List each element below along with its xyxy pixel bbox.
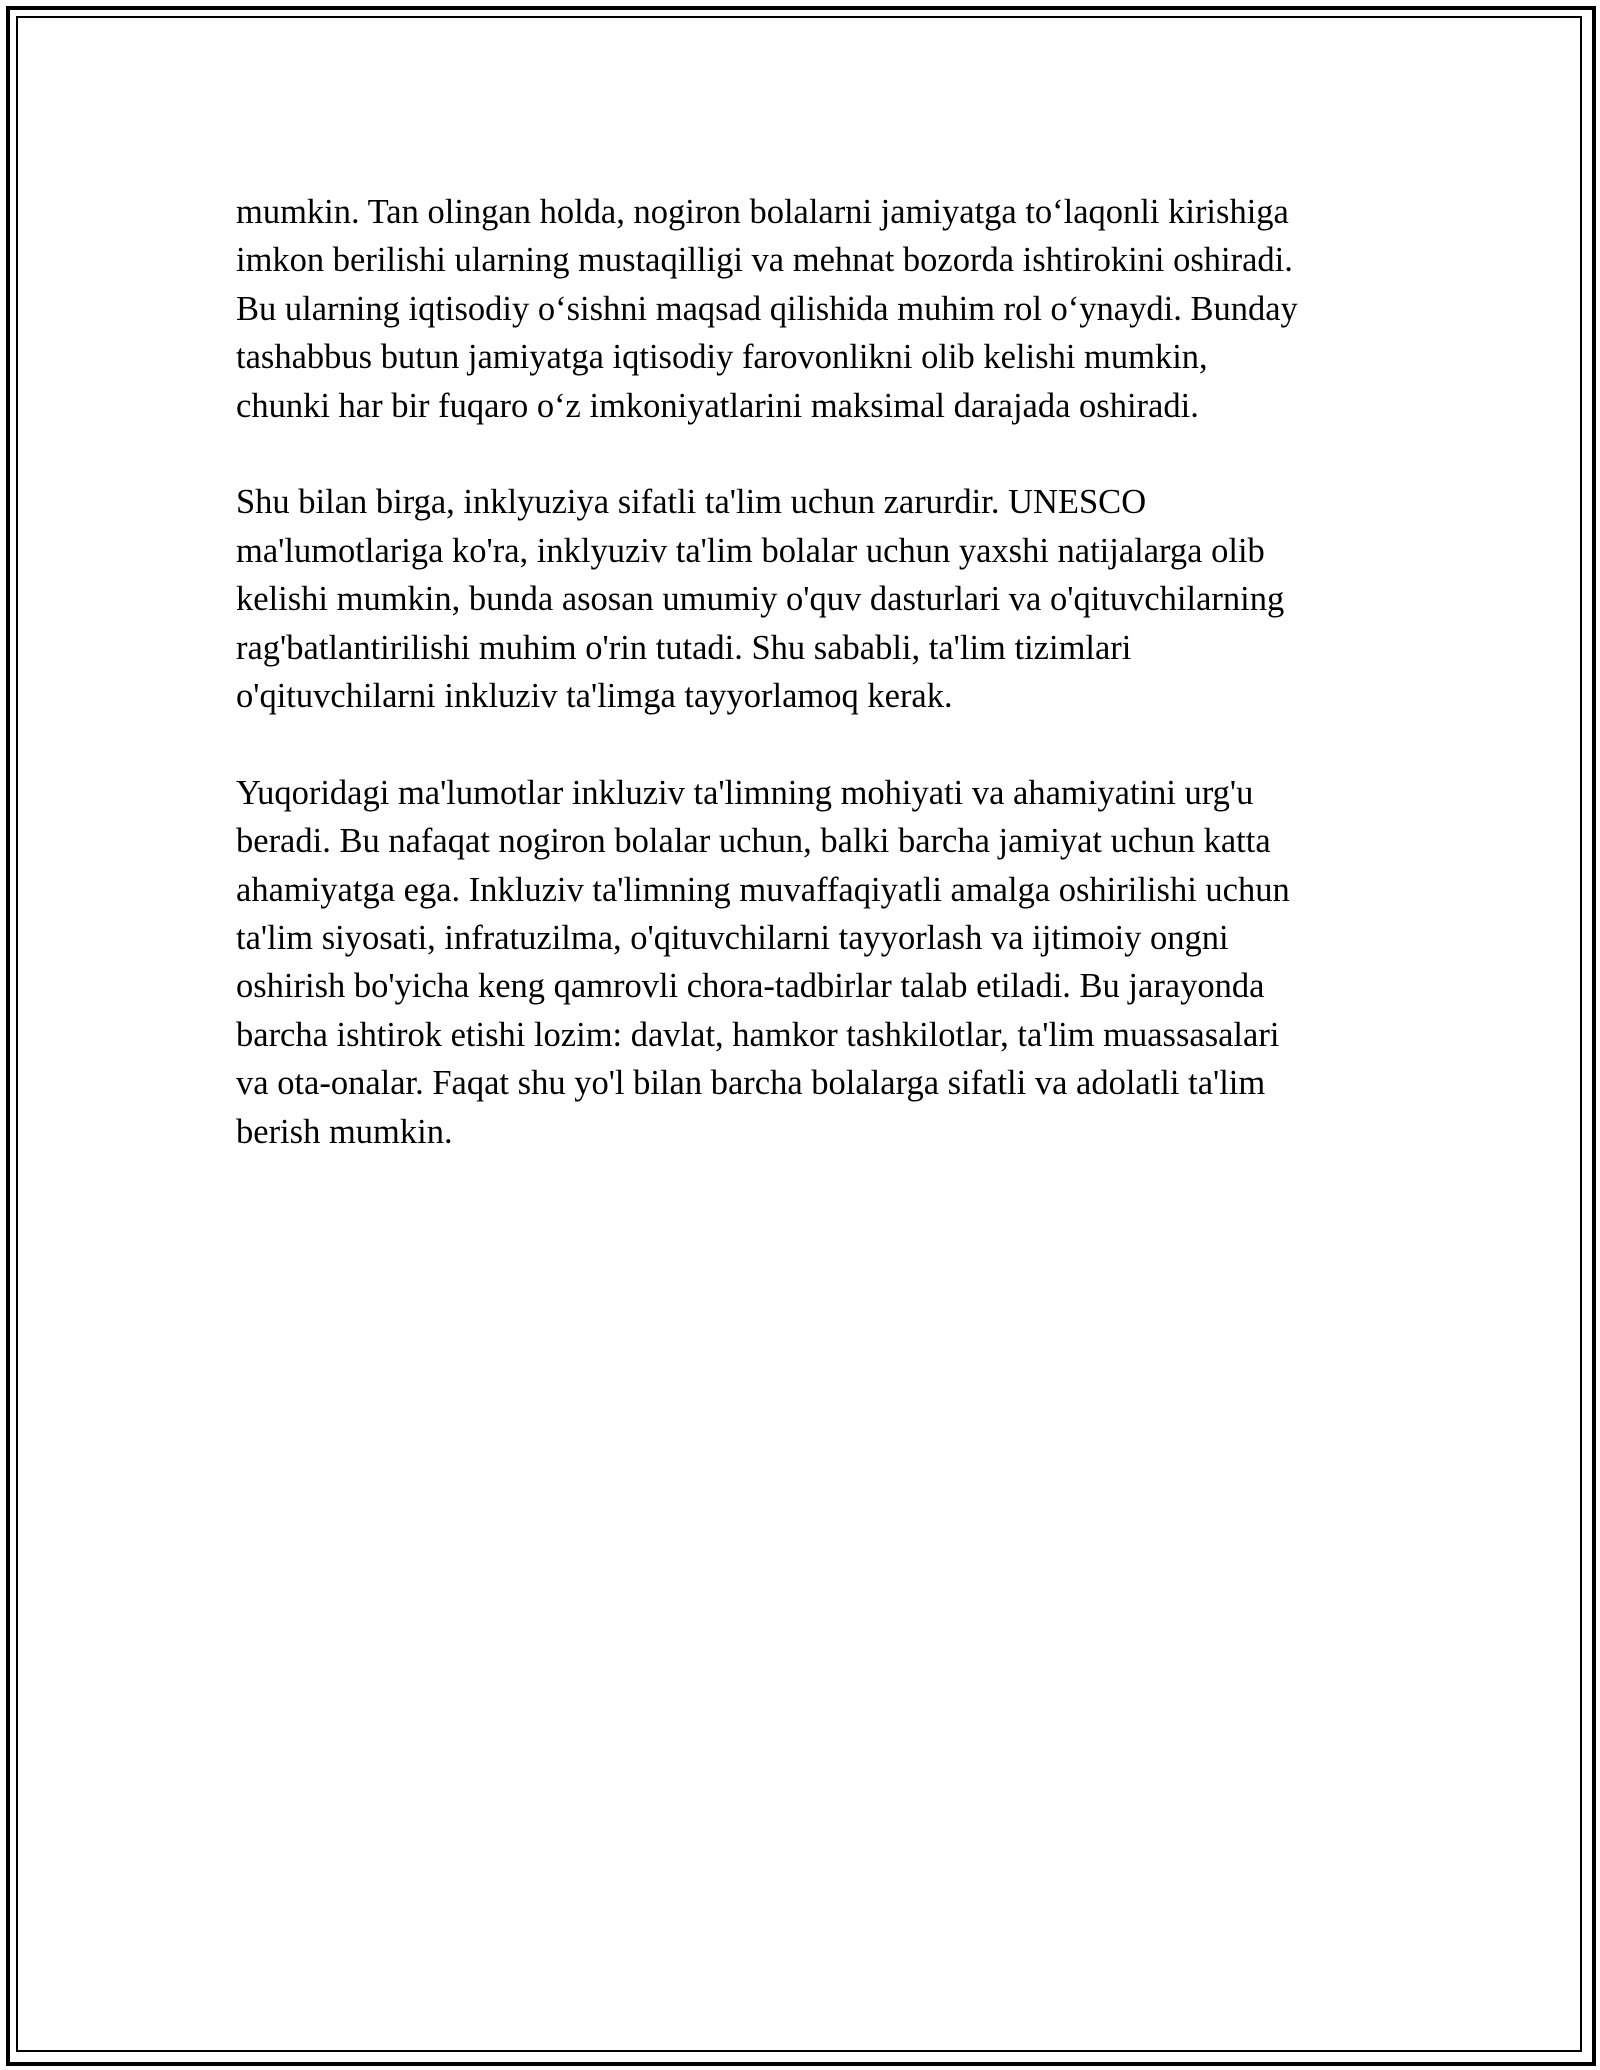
- text-line: berish mumkin.: [236, 1112, 453, 1151]
- paragraph-3: [236, 769, 1386, 1156]
- text-line: Bu ularning iqtisodiy o‘sishni maqsad qilishida muhim rol o‘ynaydi. Bunday: [236, 289, 1298, 328]
- text-line: rag'batlantirilishi muhim o'rin tutadi. Shu sababli, ta'lim tizimlari: [236, 628, 1132, 667]
- text-line: mumkin. Tan olingan holda, nogiron bolalarni jamiyatga to‘laqonli kirishiga: [236, 193, 1289, 231]
- text-line: imkon berilishi ularning mustaqilligi va mehnat bozorda ishtirokini oshiradi.: [236, 241, 1293, 280]
- text-line: tashabbus butun jamiyatga iqtisodiy farovonlikni olib kelishi mumkin,: [236, 338, 1208, 377]
- document-body: [236, 188, 1386, 1204]
- paragraph-2: [236, 478, 1386, 720]
- text-line: kelishi mumkin, bunda asosan umumiy o'quv dasturlari va o'qituvchilarning: [236, 580, 1285, 619]
- text-line: Shu bilan birga, inklyuziya sifatli ta'lim uchun zarurdir. UNESCO: [236, 483, 1147, 522]
- text-line: ma'lumotlariga ko'ra, inklyuziv ta'lim bolalar uchun yaxshi natijalarga olib: [236, 531, 1265, 570]
- text-line: chunki har bir fuqaro o‘z imkoniyatlarini maksimal darajada oshiradi.: [236, 386, 1199, 425]
- paragraph-1: [236, 188, 1386, 430]
- text-line: va ota-onalar. Faqat shu yo'l bilan barcha bolalarga sifatli va adolatli ta'lim: [236, 1064, 1266, 1103]
- text-line: beradi. Bu nafaqat nogiron bolalar uchun, balki barcha jamiyat uchun katta: [236, 822, 1271, 861]
- text-line: ta'lim siyosati, infratuzilma, o'qituvchilarni tayyorlash va ijtimoiy ongni: [236, 919, 1229, 958]
- text-line: ahamiyatga ega. Inkluziv ta'limning muvaffaqiyatli amalga oshirilishi uchun: [236, 870, 1290, 909]
- text-line: oshirish bo'yicha keng qamrovli chora-tadbirlar talab etiladi. Bu jarayonda: [236, 967, 1265, 1006]
- text-line: Yuqoridagi ma'lumotlar inkluziv ta'limning mohiyati va ahamiyatini urg'u: [236, 773, 1254, 812]
- text-line: barcha ishtirok etishi lozim: davlat, hamkor tashkilotlar, ta'lim muassasalari: [236, 1015, 1280, 1054]
- text-line: o'qituvchilarni inkluziv ta'limga tayyorlamoq kerak.: [236, 677, 953, 716]
